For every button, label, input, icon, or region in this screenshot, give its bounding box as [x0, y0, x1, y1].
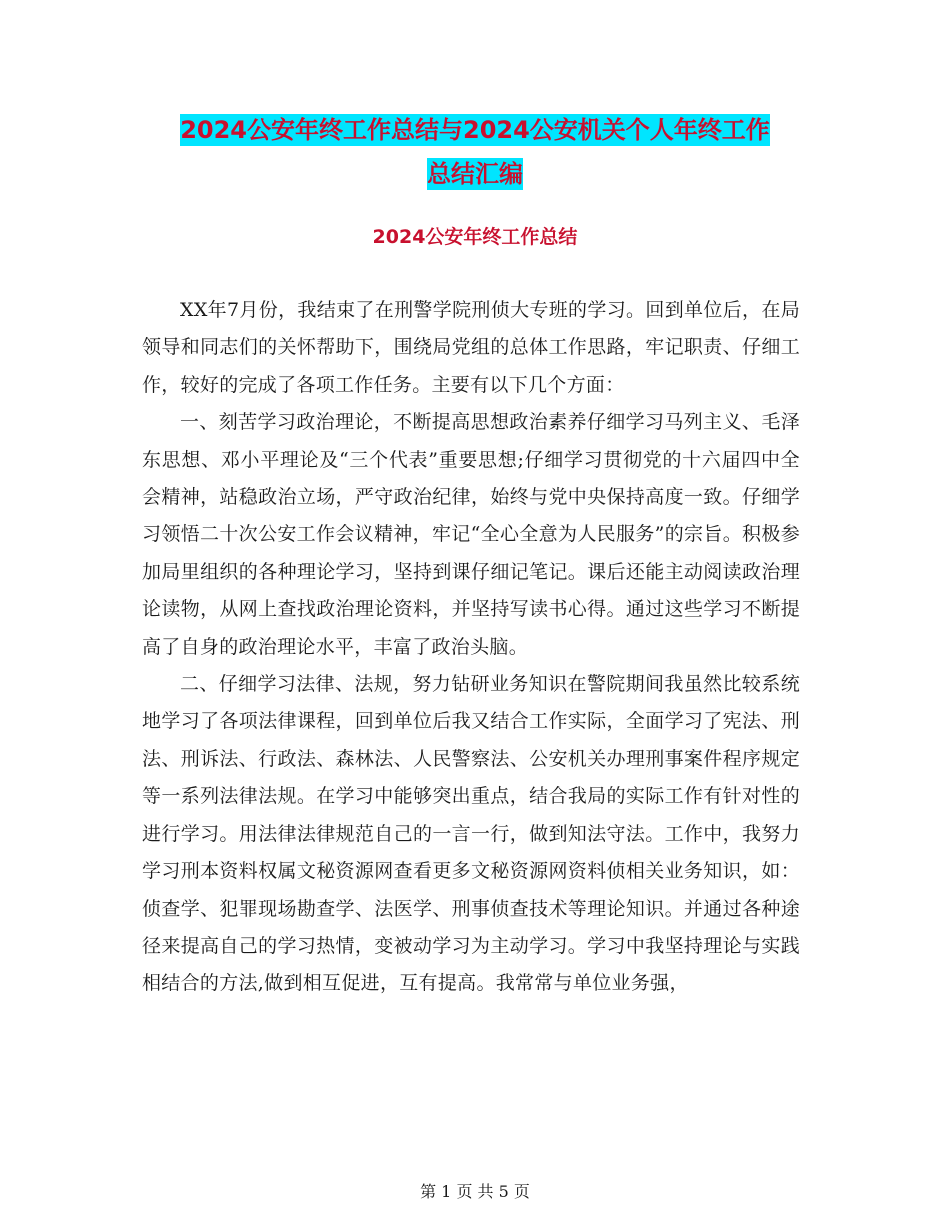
paragraph-intro: XX年7月份，我结束了在刑警学院刑侦大专班的学习。回到单位后，在局领导和同志们的关怀帮助下，围绕局党组的总体工作思路，牢记职责、仔细工作，较好的完成了各项工作任务。主要有以下几个方面： — [142, 299, 800, 396]
document-title — [0, 108, 950, 196]
section-title: 2024公安年终工作总结 — [372, 226, 578, 248]
paragraph-legal-study: 二、仔细学习法律、法规，努力钻研业务知识在警院期间我虽然比较系统地学习了各项法律课程，回到单位后我又结合工作实际，全面学习了宪法、刑法、刑诉法、行政法、森林法、人民警察法、公安机关办理刑事案件程序规定等一系列法律法规。在学习中能够突出重点，结合我局的实际工作有针对性的进行学习。用法律法律规范自己的一言一行，做到知法守法。工作中，我努力学习刑本资料权属文秘资源网查看更多文秘资源网资料侦相关业务知识，如：侦查学、犯罪现场勘查学、法医学、刑事侦查技术等理论知识。并通过各种途径来提高自己的学习热情，变被动学习为主动学习。学习中我坚持理论与实践相结合的方法,做到相互促进，互有提高。我常常与单位业务强， — [142, 673, 800, 995]
document-title-line1: 2024公安年终工作总结与2024公安机关个人年终工作 — [180, 116, 770, 144]
document-title-line2: 总结汇编 — [427, 160, 523, 188]
document-body — [142, 292, 800, 1003]
page-footer: 第 1 页 共 5 页 — [420, 1182, 530, 1201]
paragraph-political-study: 一、刻苦学习政治理论，不断提高思想政治素养仔细学习马列主义、毛泽东思想、邓小平理论及“三个代表”重要思想;仔细学习贯彻党的十六届四中全会精神，站稳政治立场，严守政治纪律，始终与党中央保持高度一致。仔细学习领悟二十次公安工作会议精神，牢记“全心全意为人民服务”的宗旨。积极参加局里组织的各种理论学习，坚持到课仔细记笔记。课后还能主动阅读政治理论读物，从网上查找政治理论资料，并坚持写读书心得。通过这些学习不断提高了自身的政治理论水平，丰富了政治头脑。 — [142, 411, 800, 658]
